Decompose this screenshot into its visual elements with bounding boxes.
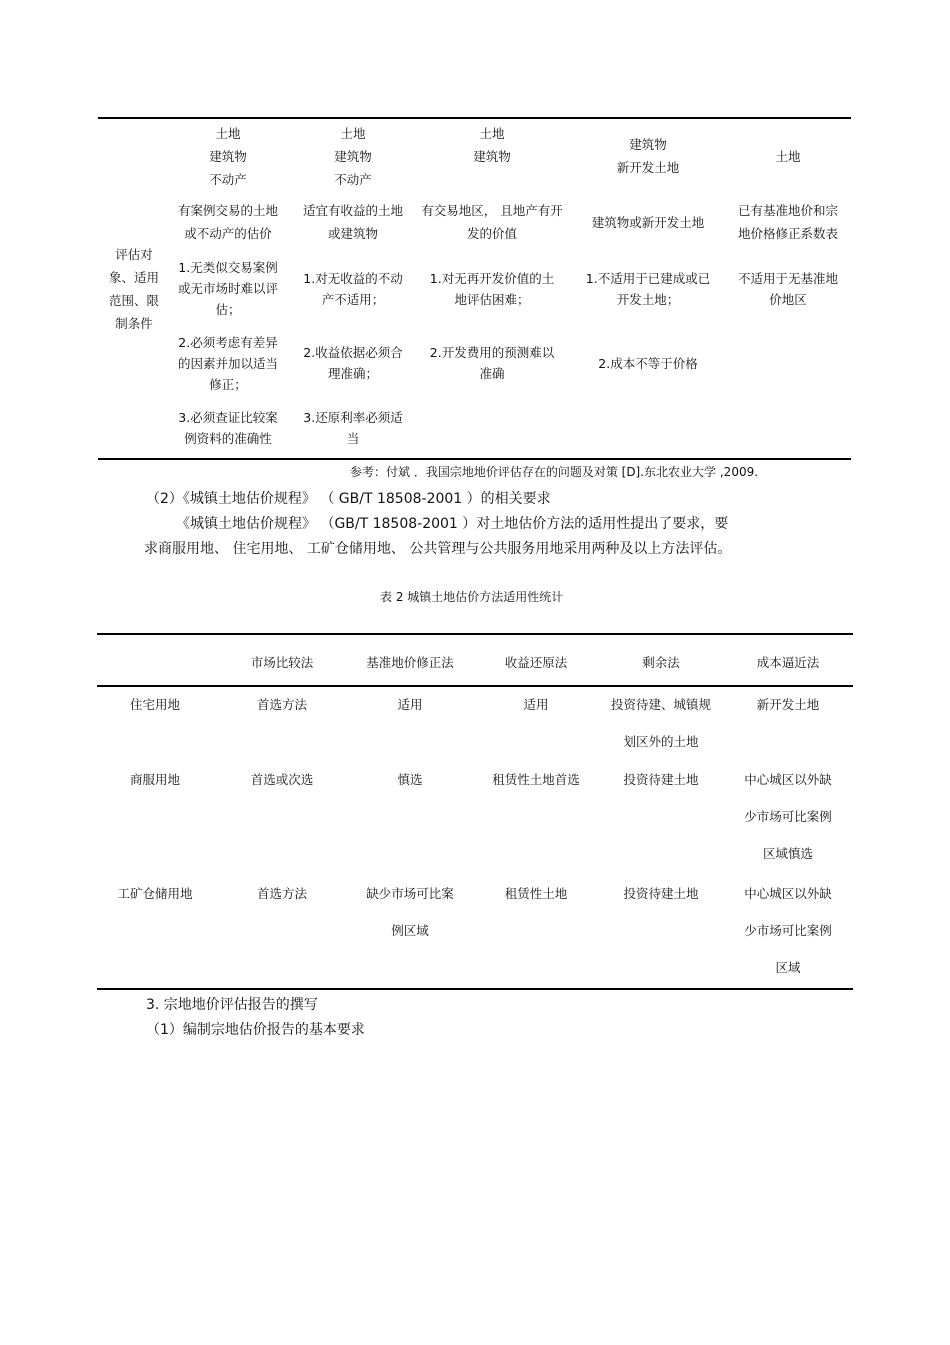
paragraph-line: 求商服用地、 住宅用地、 工矿仓储用地、 公共管理与公共服务用地采用两种及以上方法评估。 — [144, 541, 732, 557]
paragraph-heading-2: （2）《城镇土地估价规程》 （ GB/T 18508-2001 ）的相关要求 — [146, 491, 551, 507]
table2-header: 剩余法 — [642, 655, 680, 670]
table1-bottom-rule — [98, 458, 851, 460]
table2-cell: 慎选 — [397, 772, 423, 787]
paragraph-line: 《城镇土地估价规程》 （GB/T 18508-2001 ）对土地估价方法的适用性提出了要求，要 — [176, 516, 729, 532]
subsection-heading: （1）编制宗地估价报告的基本要求 — [146, 1022, 365, 1038]
table2-row-label: 工矿仓储用地 — [117, 886, 193, 901]
table1-cell: 有案例交易的土地 或不动产的估价 — [177, 203, 278, 241]
table1-header: 土地 — [775, 149, 801, 164]
table2-bottom-rule — [97, 988, 853, 990]
table2-cell: 投资待建、城镇规 划区外的土地 — [610, 697, 711, 749]
table1-cell: 适宜有收益的土地 或建筑物 — [302, 203, 403, 241]
table2-cell: 投资待建土地 — [623, 886, 699, 901]
table1-cell: 1.不适用于已建成或已 开发土地； — [585, 271, 711, 307]
section-heading: 3. 宗地地价评估报告的撰写 — [146, 997, 318, 1013]
table2-caption: 表 2 城镇土地估价方法适用性统计 — [380, 590, 564, 604]
table1-cell: 建筑物或新开发土地 — [591, 215, 705, 230]
table2-cell: 中心城区以外缺 少市场可比案例 区域 — [744, 886, 832, 975]
table1-cell: 不适用于无基准地 价地区 — [737, 271, 838, 307]
table1-cell: 1.对无收益的不动 产不适用； — [303, 271, 403, 307]
table2-cell: 适用 — [397, 697, 423, 712]
table2-header: 收益还原法 — [504, 655, 568, 670]
table1-top-rule — [98, 117, 851, 119]
table1-cell: 2.开发费用的预测难以 准确 — [429, 345, 555, 381]
table1-cell: 2.成本不等于价格 — [598, 356, 698, 371]
table2-cell: 新开发土地 — [756, 697, 820, 712]
table2-cell: 租赁性土地 — [504, 886, 568, 901]
table2-cell: 缺少市场可比案 例区域 — [366, 886, 454, 938]
table2-header: 市场比较法 — [250, 655, 314, 670]
table2-top-rule — [97, 633, 853, 635]
table1-header: 建筑物 新开发土地 — [616, 137, 680, 175]
table1-header: 土地 建筑物 不动产 — [334, 126, 372, 187]
table1-cell: 2.收益依据必须合 理准确； — [303, 345, 403, 381]
table2-cell: 适用 — [523, 697, 549, 712]
table2-header: 基准地价修正法 — [366, 655, 454, 670]
table2-cell: 首选或次选 — [250, 772, 314, 787]
table1-cell: 1.对无再开发价值的土 地评估困难； — [429, 271, 555, 307]
table1-cell: 1.无类似交易案例 或无市场时难以评 估； — [177, 260, 278, 317]
table1-row-label: 评估对 象、适用 范围、限 制条件 — [108, 247, 159, 331]
table2-cell: 中心城区以外缺 少市场可比案例 区域慎选 — [744, 772, 832, 861]
table2-header: 成本逼近法 — [756, 655, 820, 670]
table1-reference: 参考：付斌 ．我国宗地地价评估存在的问题及对策 [D].东北农业大学 ,2009. — [350, 465, 759, 479]
table2-row-label: 住宅用地 — [129, 697, 180, 712]
table2-row-label: 商服用地 — [129, 772, 180, 787]
table1-cell: 3.必须查证比较案 例资料的准确性 — [178, 410, 278, 446]
table1-header: 土地 建筑物 — [473, 126, 511, 164]
table1-cell: 3.还原利率必须适 当 — [303, 410, 403, 446]
table1-header: 土地 建筑物 不动产 — [209, 126, 247, 187]
table2-cell: 首选方法 — [256, 697, 307, 712]
table1-cell: 有交易地区， 且地产有开 发的价值 — [421, 203, 563, 241]
table1-cell: 2.必须考虑有差异 的因素并加以适当 修正； — [177, 335, 278, 392]
table2-cell: 投资待建土地 — [623, 772, 699, 787]
table2-cell: 租赁性土地首选 — [492, 772, 580, 787]
table1-cell: 已有基准地价和宗 地价格修正系数表 — [737, 203, 838, 241]
table2-cell: 首选方法 — [256, 886, 307, 901]
